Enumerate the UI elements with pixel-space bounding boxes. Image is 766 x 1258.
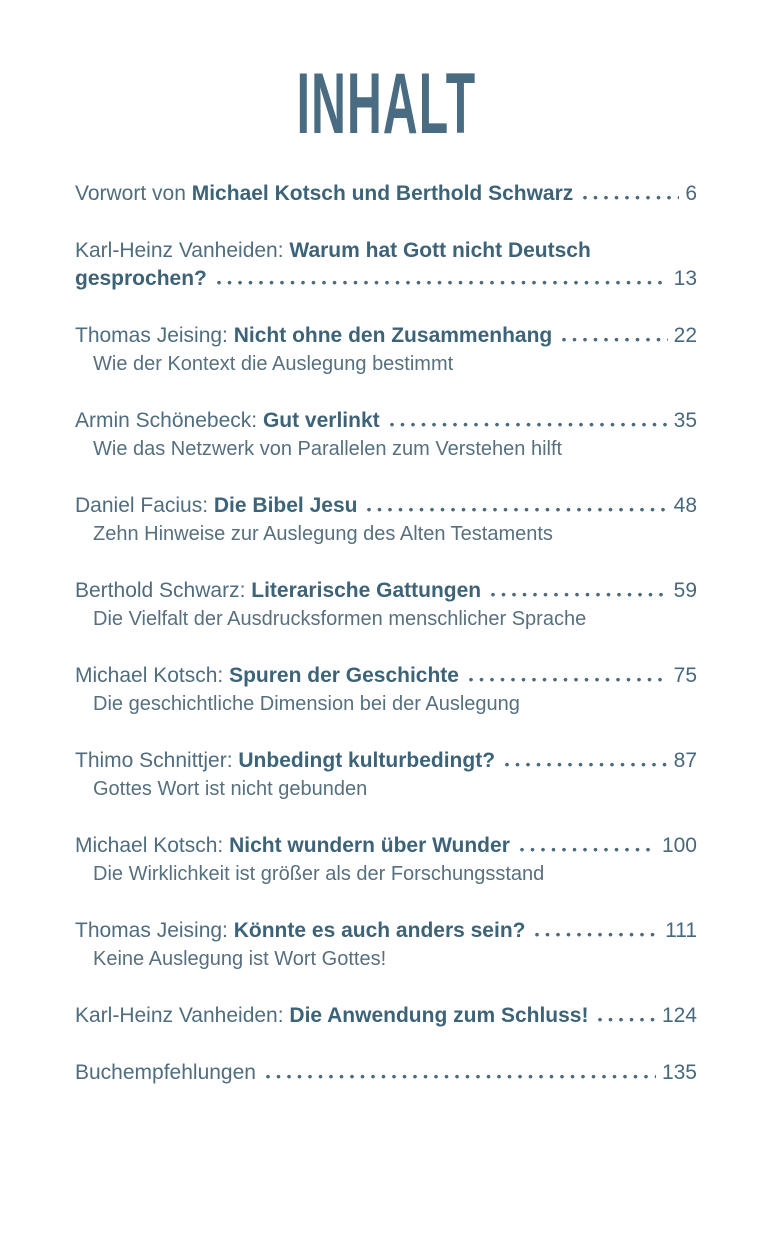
toc-entry-author: Buchempfehlungen: [75, 1061, 256, 1084]
toc-entry-subtitle: Wie der Kontext die Auslegung bestimmt: [93, 353, 454, 375]
toc-entry-author: Daniel Facius:: [75, 494, 214, 517]
toc-entry-text: [75, 747, 495, 775]
dot-leader: [598, 1017, 655, 1022]
toc-entry-text-continued: [75, 265, 207, 293]
toc-entry-text: [75, 832, 510, 860]
toc-entry: [75, 747, 697, 803]
toc-entry-page-number: 59: [673, 579, 697, 602]
toc-entry-page-number: 75: [673, 664, 697, 687]
toc-entry-line1: [75, 832, 697, 860]
toc-entry: [75, 237, 697, 293]
toc-entry-text: [75, 407, 380, 435]
toc-entry-subtitle: Die Wirklichkeit ist größer als der Forschungsstand: [93, 863, 545, 885]
toc-entry-author: Karl-Heinz Vanheiden:: [75, 239, 290, 262]
dot-leader: [535, 932, 659, 937]
toc-entry-subtitle: Keine Auslegung ist Wort Gottes!: [93, 948, 387, 970]
toc-entry-page-number: 87: [673, 749, 697, 772]
toc-entry-page-number: 22: [673, 324, 697, 347]
toc-entry-title: Michael Kotsch und Berthold Schwarz: [191, 182, 574, 205]
toc-entry-author: Thomas Jeising:: [75, 919, 234, 942]
toc-entry: [75, 1002, 697, 1030]
toc-entry-title: Könnte es auch anders sein?: [233, 919, 526, 942]
toc-entry: [75, 577, 697, 633]
toc-entry-author: Thomas Jeising:: [75, 324, 234, 347]
toc-entry: [75, 662, 697, 718]
page-title: INHALT: [296, 56, 476, 152]
toc-entry-title: Warum hat Gott nicht Deutsch: [289, 239, 591, 262]
toc-entry-subtitle: Zehn Hinweise zur Auslegung des Alten Testaments: [93, 523, 553, 545]
toc-entry-line1: [75, 1059, 697, 1087]
toc-entry-text: [75, 1002, 588, 1030]
toc-entry-title: Gut verlinkt: [262, 409, 380, 432]
toc-entry: [75, 832, 697, 888]
dot-leader: [562, 337, 667, 342]
toc-entry-title: Unbedingt kulturbedingt?: [238, 749, 496, 772]
dot-leader: [266, 1074, 656, 1079]
toc-entry-page-number: 13: [673, 267, 697, 290]
toc-entry-line2: [75, 265, 697, 293]
toc-entry: [75, 407, 697, 463]
dot-leader: [367, 507, 667, 512]
dot-leader: [390, 422, 668, 427]
toc-entry: [75, 492, 697, 548]
contents-page: [0, 58, 766, 1258]
toc-entry-author: Thimo Schnittjer:: [75, 749, 239, 772]
dot-leader: [491, 592, 668, 597]
toc-entry-subtitle: Wie das Netzwerk von Parallelen zum Verstehen hilft: [93, 438, 563, 460]
dot-leader: [520, 847, 656, 852]
toc-entry-line1: [75, 407, 697, 435]
toc-entry-line1: [75, 322, 697, 350]
toc-entry: [75, 180, 697, 208]
toc-entry-text: [75, 322, 552, 350]
toc-entry-text: [75, 662, 459, 690]
toc-entry-line1: [75, 917, 697, 945]
toc-entry-page-number: 48: [673, 494, 697, 517]
dot-leader: [469, 677, 668, 682]
toc-entry: [75, 917, 697, 973]
toc-entry: [75, 322, 697, 378]
toc-entry-text: [75, 1059, 256, 1087]
toc-entry-author: Armin Schönebeck:: [75, 409, 263, 432]
toc-entry-line1: [75, 492, 697, 520]
toc-entry-subtitle: Die Vielfalt der Ausdrucksformen menschlicher Sprache: [93, 608, 587, 630]
dot-leader: [217, 280, 668, 285]
toc-entry-text: [75, 492, 357, 520]
toc-entry-line1: [75, 1002, 697, 1030]
toc-entry-title: Spuren der Geschichte: [229, 664, 459, 687]
toc-entry-line1: [75, 662, 697, 690]
toc-entry-subtitle: Gottes Wort ist nicht gebunden: [93, 778, 368, 800]
toc-entry-author: Michael Kotsch:: [75, 834, 230, 857]
toc-entry-line1: [75, 747, 697, 775]
dot-leader: [505, 762, 668, 767]
toc-entry-title: Nicht ohne den Zusammenhang: [233, 324, 553, 347]
toc-entry-page-number: 100: [661, 834, 697, 857]
toc-entry-line1: [75, 180, 697, 208]
page-title-wrap: [75, 58, 697, 150]
toc-entry-title: Nicht wundern über Wunder: [229, 834, 510, 857]
toc-entry-line1: [75, 577, 697, 605]
toc-entry-text: [75, 917, 525, 945]
toc-entry-author: Michael Kotsch:: [75, 664, 230, 687]
toc-entry-author: Karl-Heinz Vanheiden:: [75, 1004, 290, 1027]
toc-entry-text: [75, 577, 481, 605]
toc-entry-author: Vorwort von: [75, 182, 192, 205]
table-of-contents: [75, 180, 697, 1087]
toc-entry-title: Literarische Gattungen: [251, 579, 482, 602]
toc-entry-title-continued: gesprochen?: [75, 267, 207, 290]
toc-entry-page-number: 135: [661, 1061, 697, 1084]
toc-entry-text: [75, 180, 573, 208]
toc-entry: [75, 1059, 697, 1087]
toc-entry-title: Die Anwendung zum Schluss!: [289, 1004, 589, 1027]
dot-leader: [583, 195, 679, 200]
toc-entry-text: [75, 237, 591, 265]
toc-entry-page-number: 111: [665, 919, 697, 942]
toc-entry-subtitle: Die geschichtliche Dimension bei der Auslegung: [93, 693, 520, 715]
toc-entry-line1: [75, 237, 697, 265]
toc-entry-page-number: 124: [661, 1004, 697, 1027]
toc-entry-title: Die Bibel Jesu: [213, 494, 358, 517]
toc-entry-author: Berthold Schwarz:: [75, 579, 252, 602]
toc-entry-page-number: 6: [685, 182, 697, 205]
toc-entry-page-number: 35: [673, 409, 697, 432]
